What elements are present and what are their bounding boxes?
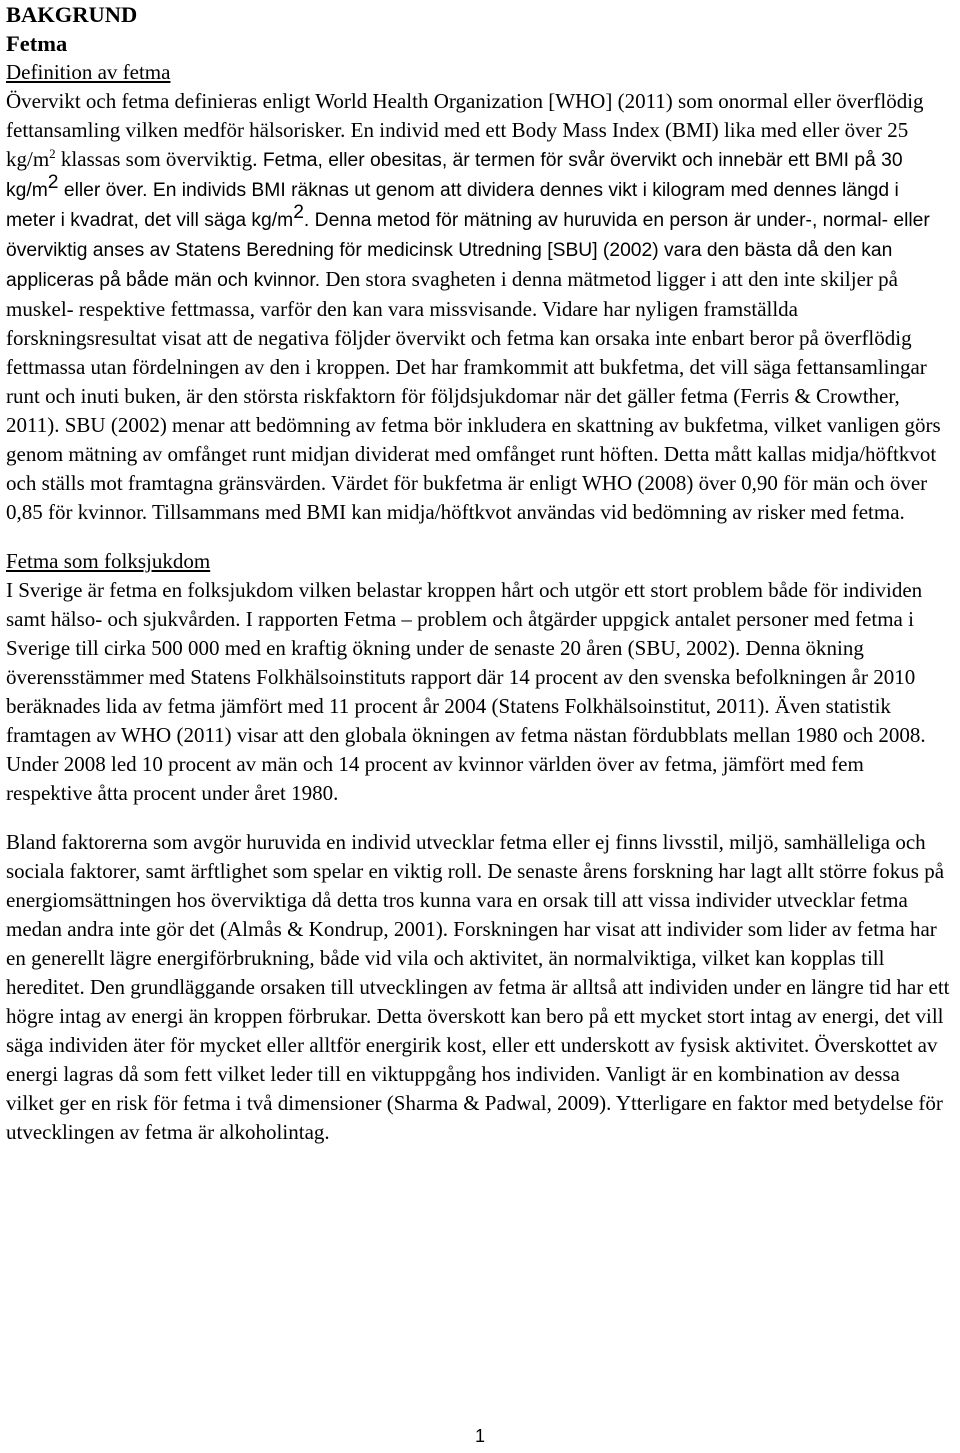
text-run: klassas som överviktig. (55, 147, 258, 171)
paragraph-definition (6, 87, 950, 527)
text-run: SBU (2002) menar att bedömning av fetma bör inkludera en skattning av bukfetma, vilket vanligen görs genom mätning av omfånget runt midjan dividerat med omfånget runt höften. Detta mått kallas midja/höftkvot och ställs mot framtagna gränsvärden. Värdet för bukfetma är enligt WHO (2008) över 0,90 för män och över 0,85 för kvinnor. Tillsammans med BMI kan midja/höftkvot användas vid bedömning av risker med fetma. (6, 413, 941, 524)
text-run-sans: . (303, 210, 310, 231)
text-run-sans: eller över. En individs BMI räknas ut genom att dividera dennes vikt i kilogram med dennes längd i meter i kvadrat, det vill säga kg/m (6, 180, 899, 231)
text-run: Övervikt och fetma definieras enligt World Health Organization [WHO] (2011) som onormal eller överflödig fettansamling vilken medför hälsorisker. En individ med ett Body Mass Index (BMI) lika med eller över 25 kg/m (6, 89, 924, 171)
superscript: 2 (47, 172, 59, 193)
text-run: Den stora svagheten i denna mätmetod ligger i att den inte skiljer på muskel- respektive fettmassa, varför den kan vara missvisande. (6, 267, 898, 321)
page-number: 1 (474, 1426, 485, 1446)
text-run: Det har framkommit att bukfetma, det vill säga fettansamlingar runt och inuti buken, är den största riskfaktorn för följdsjukdomar när det gäller fetma (Ferris & Crowther, 2011). (6, 355, 927, 437)
superscript: 2 (293, 202, 304, 223)
paragraph-folksjukdom-2: Bland faktorerna som avgör huruvida en individ utvecklar fetma eller ej finns livsstil, miljö, samhälleliga och sociala faktorer, samt ärftlighet som spelar en viktig roll. De senaste årens forskning har lagt allt större fokus på energiomsättningen hos överviktiga då detta tros kunna vara en orsak till att vissa individer utvecklar fetma medan andra inte gör det (Almås & Kondrup, 2001). Forskningen har visat att individer som lider av fetma har en generellt lägre energiförbrukning, både vid vila och aktivitet, än normalviktiga, vilket kan kopplas till hereditet. Den grundläggande orsaken till utvecklingen av fetma är alltså att individen under en längre tid har ett högre intag av energi än kroppen förbrukar. Detta överskott kan bero på ett mycket stort intag av energi, det vill säga individen äter för mycket eller alltför energirik kost, eller ett underskott av fysisk aktivitet. Överskottet av energi lagras då som fett vilket leder till en viktuppgång hos individen. Vanligt är en kombination av dessa vilket ger en risk för fetma i två dimensioner (Sharma & Padwal, 2009). Ytterligare en faktor med betydelse för utvecklingen av fetma är alkoholintag. (6, 830, 950, 1144)
spacer (6, 527, 950, 547)
paragraph-folksjukdom-1: I Sverige är fetma en folksjukdom vilken belastar kroppen hårt och utgör ett stort problem både för individen samt hälso- och sjukvården. I rapporten Fetma – problem och åtgärder uppgick antalet personer med fetma i Sverige till cirka 500 000 med en kraftig ökning under de senaste 20 åren (SBU, 2002). Denna ökning överensstämmer med Statens Folkhälsoinstituts rapport där 14 procent av den svenska befolkningen år 2010 beräknades lida av fetma jämfört med 11 procent år 2004 (Statens Folkhälsoinstitut, 2011). Även statistik framtagen av WHO (2011) visar att den globala ökningen av fetma nästan fördubblats mellan 1980 och 2008. Under 2008 led 10 procent av män och 14 procent av kvinnor världen över av fetma, jämfört med fem respektive åtta procent under året 1980. (6, 578, 926, 805)
text-run-sans: Denna metod för mätning av huruvida en person är under-, normal- eller överviktig anses av Statens Beredning för medicinsk Utredning [SBU] (2002) vara den bästa då den kan appliceras på både män och kvinnor. (6, 210, 930, 291)
section-title-folksjukdom: Fetma som folksjukdom (6, 549, 211, 573)
section-title-definition: Definition av fetma (6, 60, 171, 84)
superscript: 2 (49, 146, 56, 161)
spacer (6, 808, 950, 828)
text-run-sans: Fetma, eller obesitas, är termen för svår övervikt och innebär ett BMI på 30 kg/m (6, 150, 903, 201)
text-run: Vidare har nyligen framställda forskningsresultat visat att de negativa följder övervikt och fetma kan orsaka inte enbart beror på överflödig fettmassa utan fördelningen av den i kroppen. (6, 297, 912, 379)
subheading-fetma: Fetma (6, 31, 68, 56)
heading-bakgrund: BAKGRUND (6, 2, 138, 27)
